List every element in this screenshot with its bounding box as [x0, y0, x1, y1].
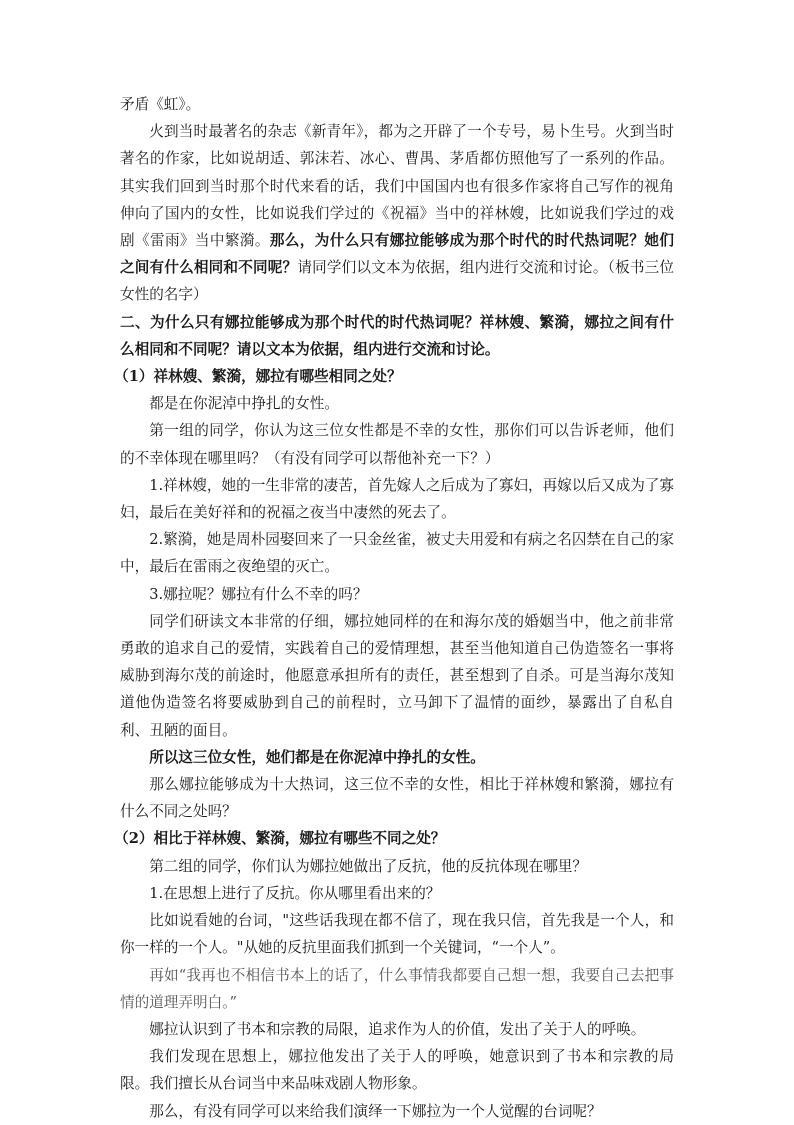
paragraph-discovery: 我们发现在思想上，娜拉他发出了关于人的呼唤，她意识到了书本和宗教的局限。我们擅长从台词当中来品味戏剧人物形象。: [120, 1048, 674, 1093]
paragraph-intro-question: 那么，为什么只有娜拉能够成为那个时代的时代热词呢？她们之间有什么相同和不同呢？: [120, 232, 674, 277]
paragraph-xianglin: 1.祥林嫂，她的一生非常的凄苦，首先嫁人之后成为了寡妇，再嫁以后又成为了寡妇，最后在美好祥和的祝福之夜当中凄然的死去了。: [120, 476, 674, 522]
paragraph-fanyi: 2.繁漪，她是周朴园娶回来了一只金丝雀，被丈夫用爱和有病之名囚禁在自己的家中，最后在雷雨之夜绝望的灭亡。: [120, 531, 674, 576]
paragraph-intro-text: 火到当时最著名的杂志《新青年》，都为之开辟了一个专号，易卜生号。火到当时著名的作家，比如说胡适、郭沫若、冰心、曹禺、茅盾都仿照他写了一系列的作品。其实我们回到当时那个时代来看的话，我们中国国内也有很多作家将自己写作的视角伸向了国内的女性，比如说我们学过的《祝福》当中的祥林嫂，比如说我们学过的戏剧《雷雨》当中繁漪。: [120, 123, 674, 250]
paragraph-conclusion: 所以这三位女性，她们都是在你泥淖中挣扎的女性。: [149, 748, 485, 766]
paragraph-nora-marriage: 同学们研读文本非常的仔细，娜拉她同样的在和海尔茂的婚姻当中，他之前非常勇敢的追求自己的爱情，实践着自己的爱情理想，甚至当他知道自己伪造签名一事将威胁到海尔茂的前途时，他愿意承担所有的责任，甚至想到了自杀。可是当海尔茂知道他伪造签名将要威胁到自己的前程时，立马卸下了温情的面纱，暴露出了自私自利、丑陋的面目。: [120, 612, 674, 739]
paragraph-nora-question: 3.娜拉呢？娜拉有什么不幸的吗？: [149, 585, 368, 603]
paragraph-group-two: 第二组的同学，你们认为娜拉她做出了反抗，他的反抗体现在哪里？: [149, 857, 588, 875]
paragraph-thought-revolt: 1.在思想上进行了反抗。你从哪里看出来的？: [149, 884, 441, 902]
paragraph-line-quote: 比如说看她的台词，"这些话我现在都不信了，现在我只信，首先我是一个人，和你一样的一个人。"从她的反抗里面我们抓到一个关键词，“一个人”。: [120, 912, 674, 957]
document-page: [114, 91, 674, 1125]
section-heading-2: 二、为什么只有娜拉能够成为那个时代的时代热词呢？祥林嫂、繁漪，娜拉之间有什么相同和不同呢？请以文本为依据，组内进行交流和讨论。: [120, 313, 674, 358]
paragraph-transition: 那么娜拉能够成为十大热词，这三位不幸的女性，相比于祥林嫂和繁漪，娜拉有什么不同之处吗？: [120, 776, 674, 821]
subheading-differences: （2）相比于祥林嫂、繁漪，娜拉有哪些不同之处？: [114, 830, 446, 848]
paragraph-struggle: 都是在你泥淖中挣扎的女性。: [149, 395, 339, 413]
paragraph-books-quote: 再如“我再也不相信书本上的话了，什么事情我都要自己想一想，我要自己去把事情的道理弄明白。”: [120, 966, 674, 1011]
paragraph-recognition: 娜拉认识到了书本和宗教的局限，追求作为人的价值，发出了关于人的呼唤。: [149, 1020, 646, 1038]
paragraph-final-question: 那么，有没有同学可以来给我们演绎一下娜拉为一个人觉醒的台词呢？: [149, 1102, 602, 1120]
subheading-similarities: （1）祥林嫂、繁漪，娜拉有哪些相同之处？: [114, 368, 402, 386]
paragraph-hong: 矛盾《虹》。: [120, 96, 201, 113]
paragraph-intro: [120, 118, 674, 308]
paragraph-intro-instruction: 请同学们以文本为依据，组内进行交流和讨论。（板书三位女性的名字）: [120, 259, 674, 304]
paragraph-group-one: 第一组的同学，你认为这三位女性都是不幸的女性，那你们可以告诉老师，他们的不幸体现在哪里吗？（有没有同学可以帮他补充一下？）: [120, 422, 674, 467]
